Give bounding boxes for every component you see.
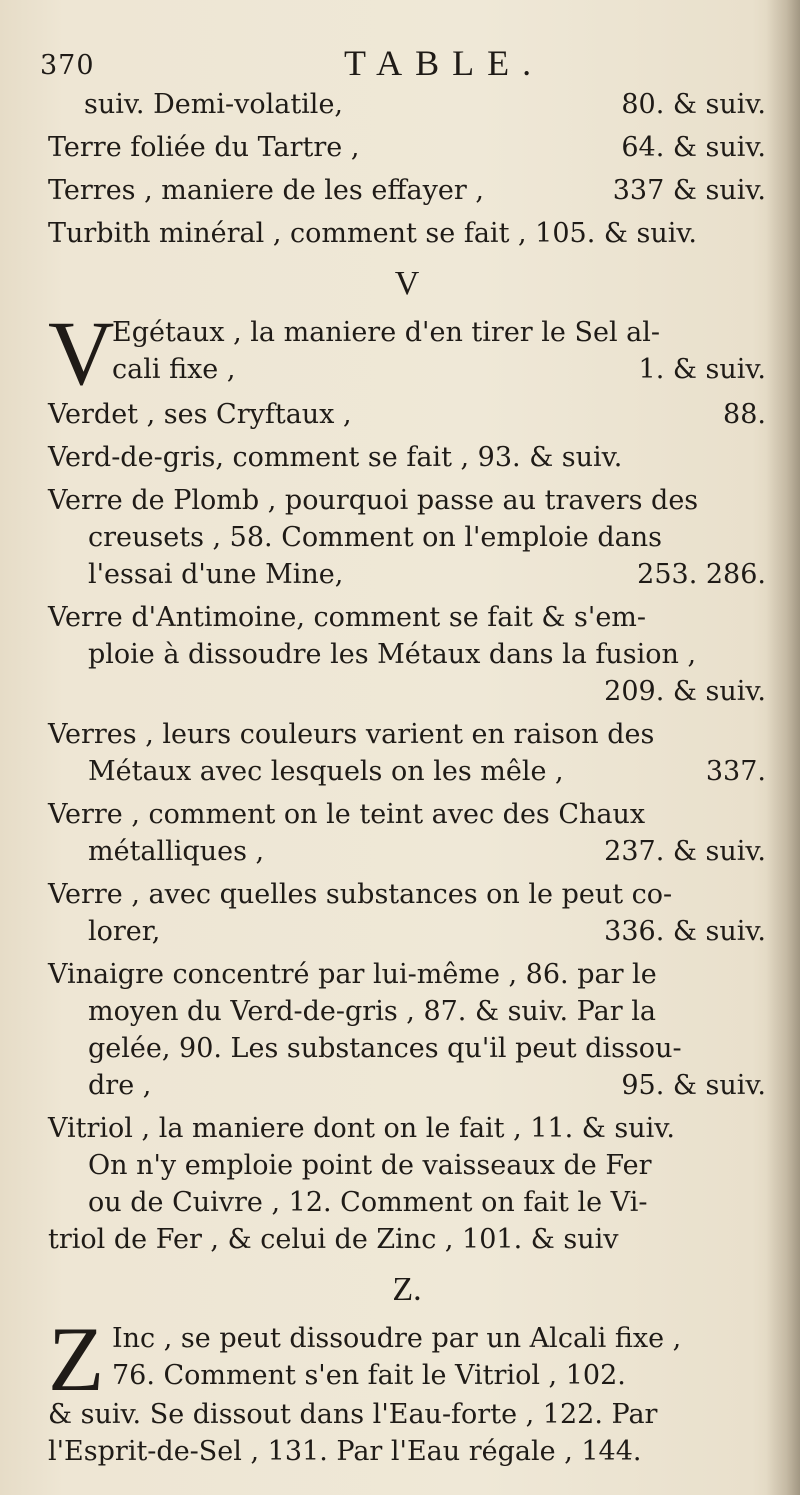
drop-cap-z: Z: [48, 1308, 105, 1410]
entry-text: cali fixe ,: [112, 354, 236, 385]
index-entry: [48, 1110, 766, 1258]
entry-text: Egétaux , la maniere d'en tirer le Sel al-: [112, 317, 661, 348]
index-entry: [48, 956, 766, 1104]
index-entry: [48, 599, 766, 710]
index-entry: [48, 796, 766, 870]
page-header: [40, 40, 760, 84]
entry-text: moyen du Verd-de-gris , 87. & suiv. Par la: [88, 996, 656, 1027]
index-entry: [48, 716, 766, 790]
entry-text: ou de Cuivre , 12. Comment on fait le Vi-: [88, 1187, 648, 1218]
entry-text: suiv. Demi-volatile,: [84, 89, 344, 120]
entry-text: Verre d'Antimoine, comment se fait & s'em-: [48, 602, 647, 633]
entry-ref: 95. & suiv.: [621, 1070, 766, 1101]
entry-ref: 88.: [723, 399, 766, 430]
index-content: [48, 86, 766, 1476]
entry-text: Verdet , ses Cryftaux ,: [48, 399, 352, 430]
entry-text: creusets , 58. Comment on l'emploie dans: [88, 522, 662, 553]
page-edge-shadow: [766, 0, 800, 1495]
entry-text: Verre , avec quelles substances on le peut co-: [48, 879, 673, 910]
section-letter-z: Z.: [392, 1271, 422, 1308]
entry-text: Vinaigre concentré par lui-même , 86. par le: [48, 959, 657, 990]
entry-ref: 337.: [705, 756, 766, 787]
index-entry: [48, 396, 766, 433]
entry-ref: 253. 286.: [637, 559, 766, 590]
entry-text: Métaux avec lesquels on les mêle ,: [88, 756, 564, 787]
entry-text: On n'y emploie point de vaisseaux de Fer: [88, 1150, 652, 1181]
entry-ref: 237. & suiv.: [604, 836, 766, 867]
running-head: TABLE.: [344, 43, 545, 83]
index-entry: [48, 302, 766, 404]
entry-text: Inc , se peut dissoudre par un Alcali fixe ,: [112, 1323, 682, 1354]
page-number: 370: [40, 50, 95, 81]
index-entry: [48, 876, 766, 950]
entry-text: 76. Comment s'en fait le Vitriol , 102.: [112, 1360, 626, 1391]
entry-text: Verre de Plomb , pourquoi passe au travers des: [48, 485, 699, 516]
entry-text: Terres , maniere de les effayer ,: [48, 175, 484, 206]
entry-text: Verre , comment on le teint avec des Chaux: [48, 799, 646, 830]
entry-text: l'Esprit-de-Sel , 131. Par l'Eau régale , 144.: [48, 1436, 642, 1467]
entry-text: triol de Fer , & celui de Zinc , 101. & suiv: [48, 1224, 619, 1255]
index-entry: [48, 439, 766, 476]
entry-text: ploie à dissoudre les Métaux dans la fusion ,: [88, 639, 697, 670]
entry-text: métalliques ,: [88, 836, 265, 867]
entry-text: dre ,: [88, 1070, 152, 1101]
entry-text: lorer,: [88, 916, 161, 947]
entry-ref: 80. & suiv.: [621, 89, 766, 120]
index-entry: [48, 172, 766, 209]
entry-text: Verd-de-gris, comment se fait , 93. & suiv.: [48, 442, 623, 473]
entry-ref: 209. & suiv.: [604, 676, 766, 707]
index-entry: [48, 215, 766, 252]
entry-text: gelée, 90. Les substances qu'il peut dissou-: [88, 1033, 682, 1064]
index-entry: [48, 129, 766, 166]
entry-text: Terre foliée du Tartre ,: [48, 132, 360, 163]
entry-text: Verres , leurs couleurs varient en raison des: [48, 719, 655, 750]
entry-text: & suiv. Se dissout dans l'Eau-forte , 122. Par: [48, 1399, 658, 1430]
drop-cap-v: V: [48, 302, 115, 404]
index-entry: [48, 482, 766, 593]
entry-text: Turbith minéral , comment se fait , 105. & suiv.: [48, 218, 697, 249]
entry-text: l'essai d'une Mine,: [88, 559, 344, 590]
entry-ref: 337 & suiv.: [612, 175, 766, 206]
entry-ref: 64. & suiv.: [621, 132, 766, 163]
entry-text: Vitriol , la maniere dont on le fait , 11. & suiv.: [48, 1113, 675, 1144]
entry-ref: 336. & suiv.: [604, 916, 766, 947]
entry-ref: 1. & suiv.: [638, 354, 766, 385]
index-entry: [48, 86, 766, 123]
section-letter-v: V: [394, 265, 420, 302]
index-entry: [48, 1308, 766, 1470]
